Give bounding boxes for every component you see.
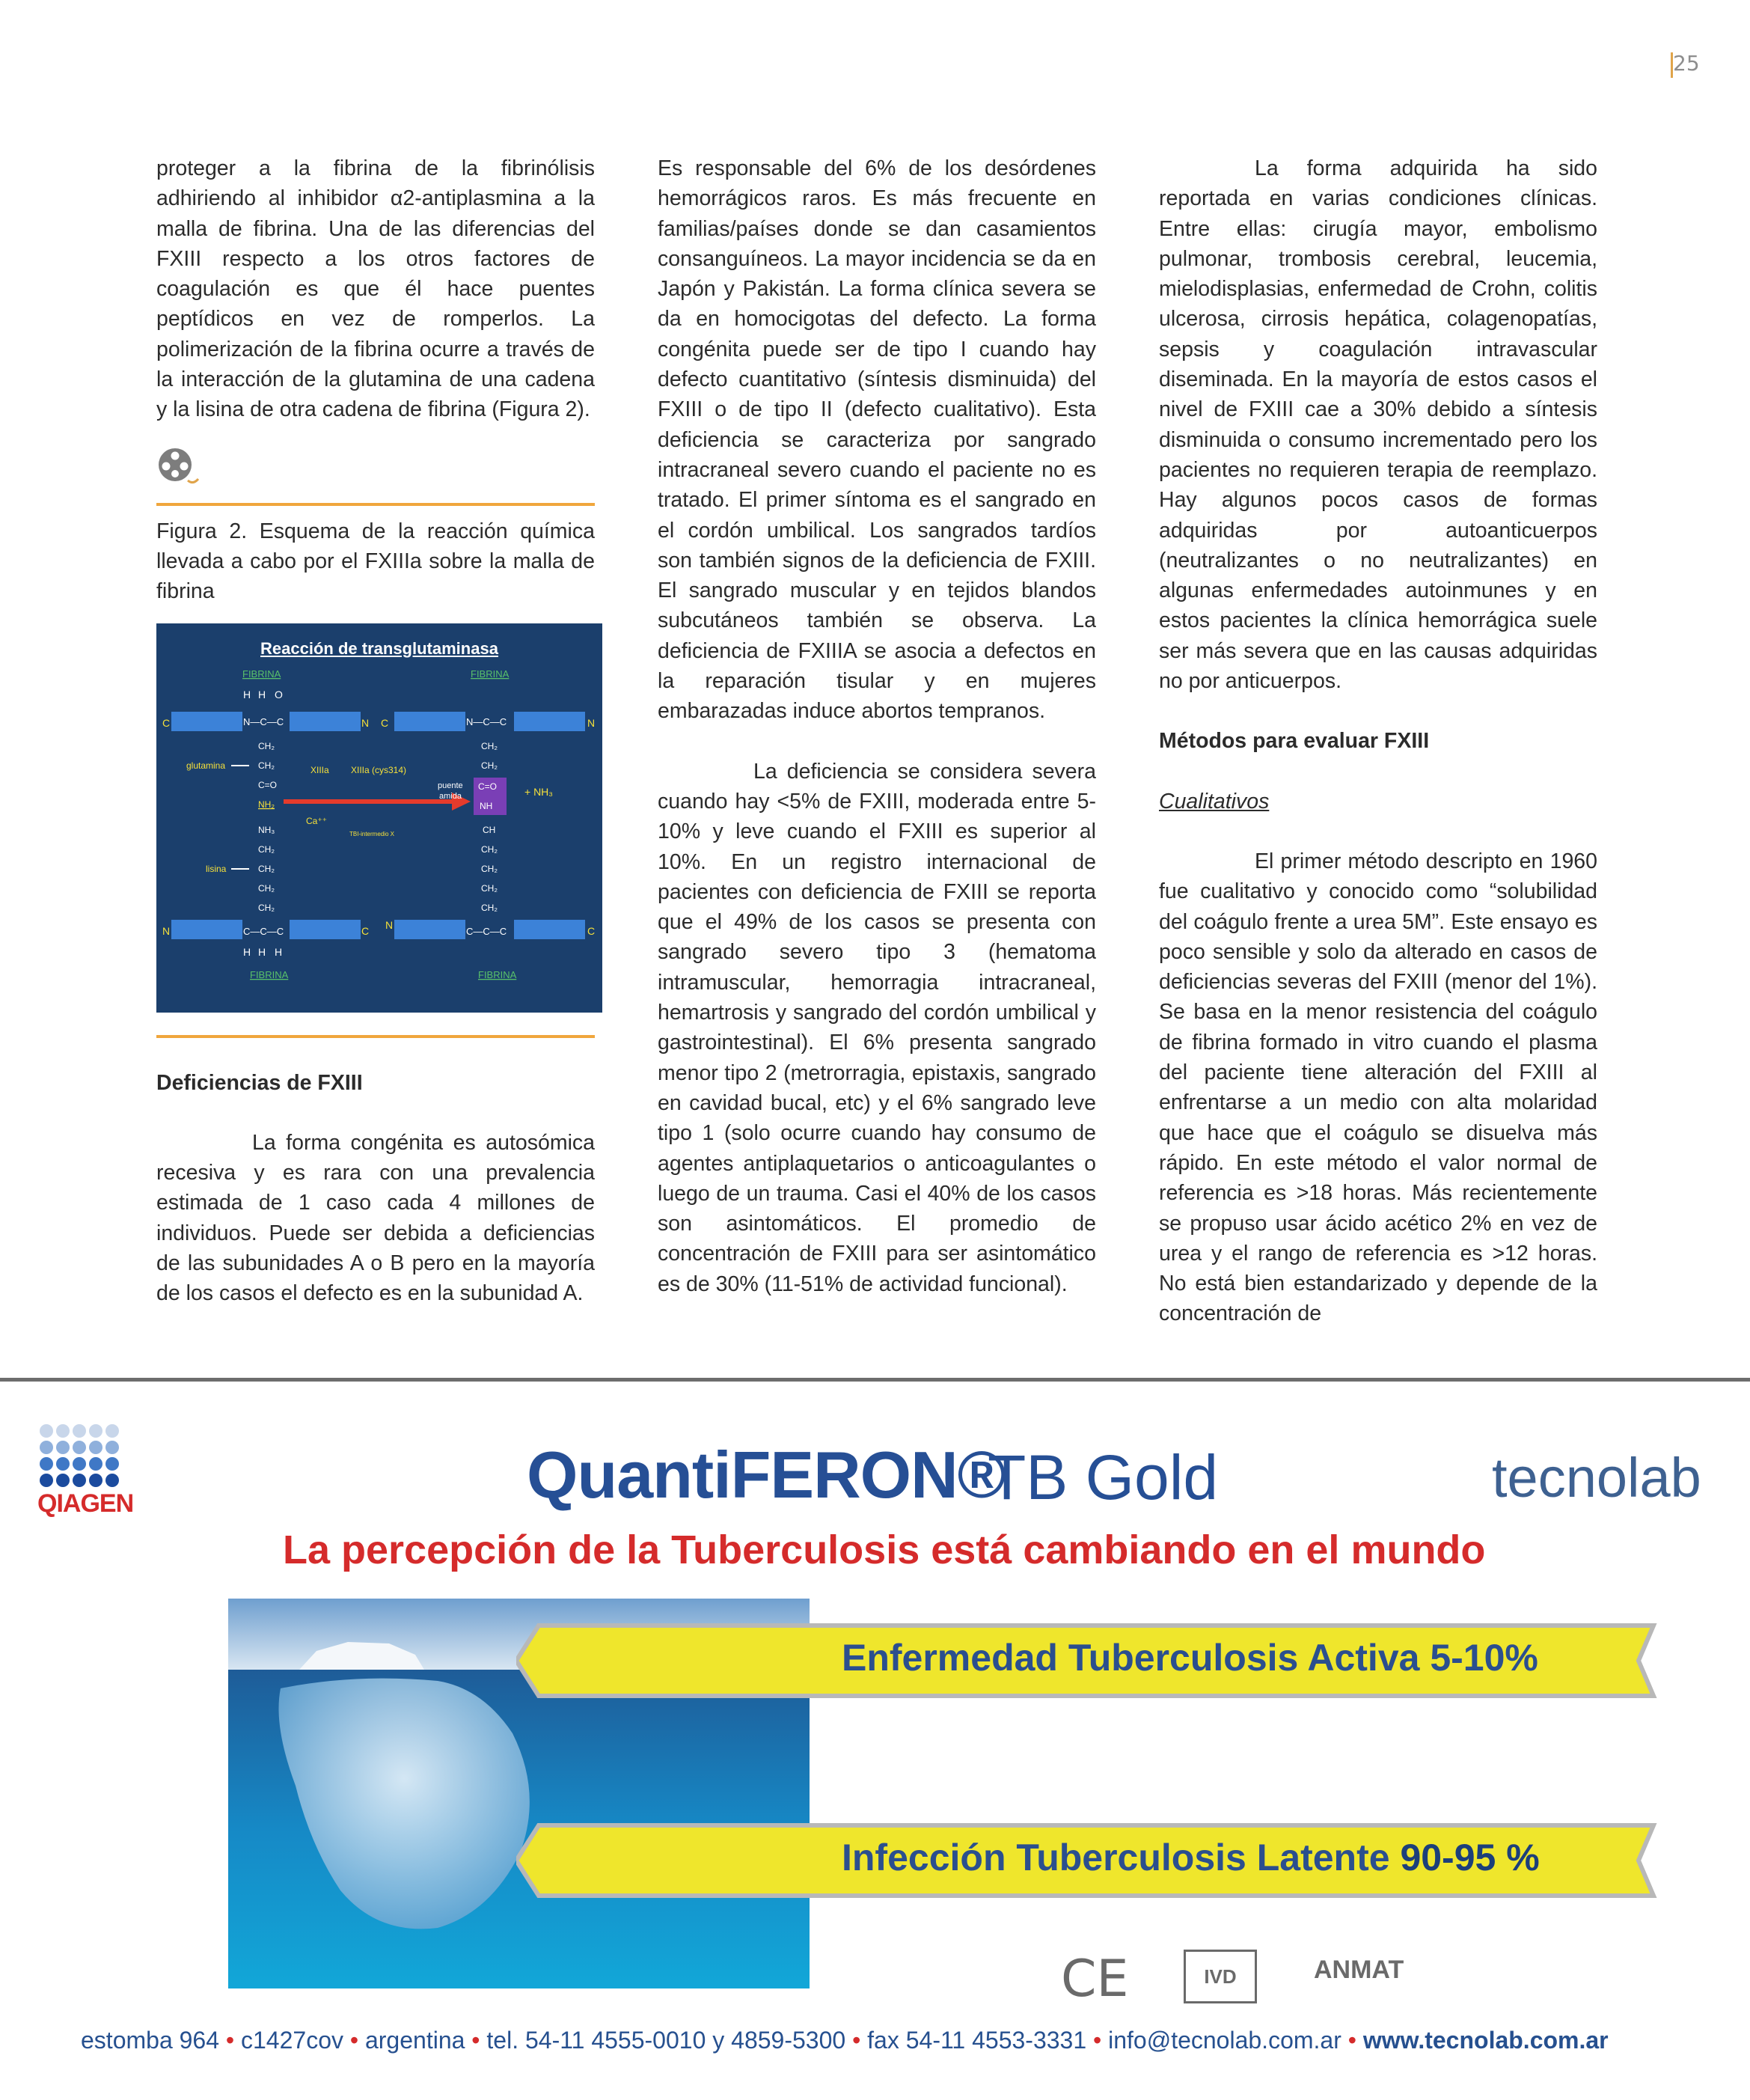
footer-country: argentina [364,2027,465,2054]
fig-h-row: H [243,688,251,700]
col3-paragraph-2: El primer método descripto en 1960 fue cualitativo y conocido como “solubilidad del coágulo frente a urea 5M”. Este ensayo es poco sensible y solo da alterado en casos de deficiencias severas del FXIII (menor del 1%). Se basa en la menor resistencia del coágulo de fibrina formado in vitro cuando el plasma del paciente tiene alteración del FXIII al enfrentarse a un medio con alta molaridad que hace que el coágulo se disuelva más rápido. En este método el valor normal de referencia es >18 horas. Más recientemente se propuso usar ácido acético 2% en vez de urea y el rango de referencia es >12 horas. No está bien estandarizado y depende de la concentración de [1159,849,1597,1326]
qiagen-logo [37,1423,157,1524]
figure-title: Reacción de transglutaminasa [260,638,498,658]
fig-amida: amida [439,791,462,801]
qiagen-text: QIAGEN [37,1489,134,1518]
fig-fibrina-br: FIBRINA [478,968,517,980]
fig-n-2: N [361,716,370,729]
footer-address: estomba 964 [81,2027,220,2054]
fig-n-3: N [162,924,171,937]
fig-box-2 [290,712,361,731]
quantiferon-brand: QuantiFERON® [527,1438,1006,1512]
fig-n-1: C [162,716,171,729]
fig-ch2-r4: CH₂ [481,863,498,874]
banner-active-tb [516,1620,1661,1702]
fig-ch2-5: CH₂ [258,882,275,894]
anmat-mark: ANMAT [1314,1956,1404,1984]
footer-email[interactable]: info@tecnolab.com.ar [1108,2027,1341,2054]
fig-nh-r: NH [480,800,493,811]
col2-paragraph-2: La deficiencia se considera severa cuando hay <5% de FXIII, moderada entre 5-10% y leve cuando el FXIII es superior al 10%. En un registro internacional de pacientes con deficiencia de FXIII se reporta que el 49% de los casos se presenta con sangrado severo tipo 3 (hematoma intramuscular, hemorragia intracraneal, hemartrosis y sangrado del cordón umbilical y gastrointestinal). El 6% presenta sangrado menor tipo 2 (metrorragia, epistaxis, sangrado en cavidad bucal, etc) y el 6% sangrado leve tipo 1 (solo ocurre cuando hay consumo de agentes antiplaquetarios o anticoagulantes o luego de un trauma. Casi el 40% de los casos son asintomáticos. El promedio de concentración de FXIII para ser asintomático es de 30% (11-51% de actividad funcional). [658,759,1096,1296]
fig-ncc-2: N—C—C [466,715,507,727]
fig-c-8: C [587,924,596,937]
column-2 [658,153,1096,1299]
fig-box-7 [394,920,465,939]
fig-n-6: N [587,716,596,729]
fig-c-2: C [381,716,389,729]
column-1 [156,153,595,1309]
fig-nh2: NH₂ [258,799,275,810]
cualitativos-subheading: Cualitativos [1159,789,1270,814]
fig-h-row-2: H [258,688,266,700]
fig-ncc-1: N—C—C [243,715,284,727]
transglutaminase-figure [156,623,602,1013]
fig-box-6 [514,712,585,731]
fig-ccc-2: C—C—C [466,925,507,937]
fig-co-r: C=O [478,781,498,792]
page-number: 25 [1673,51,1700,76]
fig-lisina: lisina [206,863,227,874]
col2-paragraph-1: Es responsable del 6% de los desórdenes hemorrágicos raros. Es más frecuente en familias/países donde se dan casamientos consanguíneos. La mayor incidencia se da en Japón y Pakistán. La forma clínica severa se da en homocigotas del defecto. La forma congénita puede ser de tipo I cuando hay defecto cuantitativo (síntesis disminuida) del FXIII o de tipo II (defecto cualitativo). Esta deficiencia se caracteriza por sangrado intracraneal severo cuando el paciente no es tratado. El primer síntoma es el sangrado en el cordón umbilical. Los sangrados tardíos son también signos de la deficiencia de FXIII. El sangrado muscular y en tejidos blandos subcutáneos también se observa. La deficiencia de FXIIIA se asocia a defectos en la reparación tisular y en mujeres embarazadas induce abortos tempranos. [658,156,1096,724]
fig-h-bot-1: H [243,945,251,958]
fig-ch2-r1: CH₂ [481,740,498,751]
metodos-heading: Métodos para evaluar FXIII [1159,729,1430,754]
fig-ch2-6: CH₂ [258,902,275,913]
footer-tel: tel. 54-11 4555-0010 y 4859-5300 [486,2027,846,2054]
fig-ch2-r6: CH₂ [481,902,498,913]
deficiencias-heading: Deficiencias de FXIII [156,1070,363,1095]
col1-paragraph-1: proteger a la fibrina de la fibrinólisis adhiriendo al inhibidor α2-antiplasmina a la malla de fibrina. Una de las diferencias del FXIII respecto a los otros factores de coagulación es que él hace puentes peptídicos en vez de romperlos. La polimerización de la fibrina ocurre a través de la interacción de la glutamina de una cadena y la lisina de otra cadena de fibrina (Figura 2). [156,156,595,422]
fig-o-1: O [275,688,283,700]
fig-box-8 [514,920,585,939]
banner-latent-tb-text [842,1836,1540,1879]
ivd-mark: IVD [1184,1950,1257,2003]
fig-puente: puente [438,781,463,790]
fig-intermediate: TBI-intermedio X [349,830,395,837]
fig-ch2-r5: CH₂ [481,882,498,894]
ad-tagline: La percepción de la Tuberculosis está cambiando en el mundo [283,1527,1486,1572]
fig-ch-r: CH [483,824,496,835]
fig-ch2-1: CH₂ [258,740,275,751]
film-reel-icon [156,446,200,489]
column-3 [1159,153,1597,1329]
figure-caption: Figura 2. Esquema de la reacción química llevada a cabo por el FXIIIa sobre la malla de fibrina [156,519,595,604]
fig-ch2-4: CH₂ [258,863,275,874]
fig-box-5 [394,712,465,731]
tb-gold-brand: TB Gold [988,1442,1219,1513]
fig-nh3: NH₃ [258,824,275,835]
fig-box-1 [171,712,242,731]
fig-fibrina-tr: FIBRINA [471,668,510,680]
banner-active-tb-text: Enfermedad Tuberculosis Activa 5-10% [842,1637,1538,1679]
fig-ch2-3: CH₂ [258,843,275,855]
fig-plus-nh3: + NH₃ [524,785,553,798]
banner-latent-tb-label: Infección Tuberculosis Latente [842,1837,1401,1878]
banner-latent-tb [516,1819,1661,1902]
fig-h-bot-3: H [275,945,283,958]
ad-footer: estomba 964 • c1427cov • argentina • tel. 54-11 4555-0010 y 4859-5300 • fax 54-11 4553-3331 • info@tecnolab.com.ar • www.tecnolab.com.ar [81,2027,1609,2054]
fig-ch2-r2: CH₂ [481,760,498,771]
fig-xiiia-cys: XIIIa (cys314) [351,764,407,775]
fig-ca: Ca⁺⁺ [306,815,328,826]
fig-xiiia: XIIIa [310,764,329,775]
footer-zip: c1427cov [241,2027,343,2054]
tecnolab-logo: tecnolab [1492,1447,1701,1509]
fig-co-1: C=O [258,779,278,790]
fig-fibrina-bl: FIBRINA [250,968,289,980]
footer-fax: fax 54-11 4553-3331 [867,2027,1087,2054]
fig-glutamina: glutamina [186,760,226,771]
col1-paragraph-2: La forma congénita es autosómica recesiva y es rara con una prevalencia estimada de 1 caso cada 4 millones de individuos. Puede ser debida a deficiencias de las subunidades A o B pero en la mayoría de los casos el defecto es en la subunidad A. [156,1130,595,1306]
fig-fibrina-tl: FIBRINA [242,668,281,680]
fig-ch2-r3: CH₂ [481,843,498,855]
ad-separator [0,1378,1750,1382]
figure-divider-top [156,503,595,506]
fig-ch2-2: CH₂ [258,760,275,771]
ce-mark: CE [1061,1950,1129,2009]
fig-box-4 [290,920,361,939]
fig-box-3 [171,920,242,939]
col3-paragraph-1: La forma adquirida ha sido reportada en varias condiciones clínicas. Entre ellas: cirugía mayor, embolismo pulmonar, trombosis cerebral, leucemia, mielodisplasias, enfermedad de Crohn, colitis ulcerosa, cirrosis hepática, colagenopatías, sepsis y coagulación intravascular diseminada. En la mayoría de estos casos el nivel de FXIII cae a 30% debido a síntesis disminuida o consumo incrementado pero los pacientes no requieren terapia de reemplazo. Hay algunos pocos casos de formas adquiridas por autoanticuerpos (neutralizantes o no neutralizantes) en algunas enfermedades autoinmunes y en estos pacientes la clínica hemorrágica suele ser más severa que en las causas adquiridas no por anticuerpos. [1159,156,1597,694]
fig-n-7: N [385,918,394,931]
footer-web[interactable]: www.tecnolab.com.ar [1362,2027,1609,2054]
fig-h-bot-2: H [258,945,266,958]
banner-latent-tb-value: 90-95 % [1400,1837,1540,1878]
fig-ccc-1: C—C—C [243,925,284,937]
fig-c-4: C [361,924,370,937]
